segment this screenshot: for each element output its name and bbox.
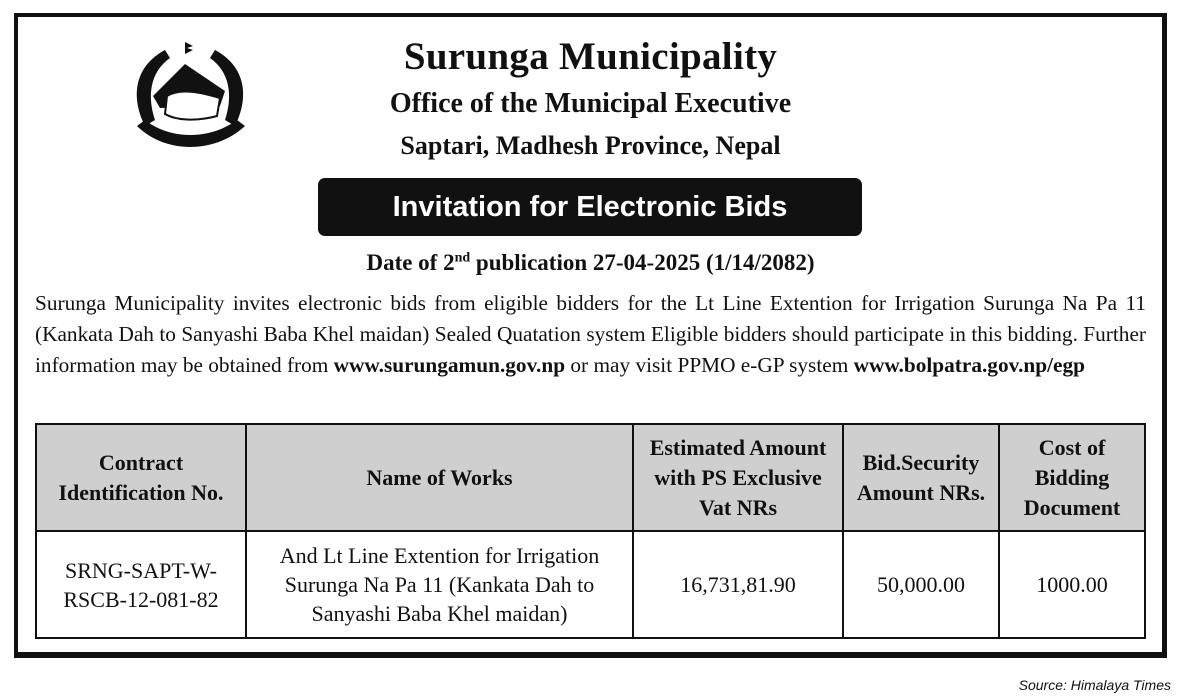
address-subtitle: Saptari, Madhesh Province, Nepal (400, 131, 781, 160)
egp-website-link[interactable]: www.bolpatra.gov.np/egp (853, 353, 1085, 377)
invitation-banner: Invitation for Electronic Bids (318, 178, 862, 236)
header-contract-id: Contract Identification No. (36, 424, 246, 531)
source-caption: Source: Himalaya Times (1018, 677, 1171, 693)
date-prefix: Date of 2 (366, 250, 455, 275)
date-suffix: publication 27-04-2025 (1/14/2082) (470, 250, 815, 275)
header-estimated-amount: Estimated Amount with PS Exclusive Vat NRs (633, 424, 843, 531)
cell-name-of-works: And Lt Line Extention for Irrigation Surunga Na Pa 11 (Kankata Dah to Sanyashi Baba Khel maidan) (246, 531, 633, 638)
bid-table (35, 423, 1146, 639)
publication-date (0, 250, 1181, 276)
paragraph-text-1: Surunga Municipality invites electronic bids from eligible bidders for the Lt Line Extention for Irrigation Surunga Na Pa 11 (Kankata Dah to Sanyashi Baba Khel maidan) Sealed Quatation system Eligible bidders should participate in this bidding. Further information may be obtained from (35, 291, 1146, 377)
header-cost-of-document: Cost of Bidding Document (999, 424, 1145, 531)
cell-estimated-amount: 16,731,81.90 (633, 531, 843, 638)
cell-cost-of-document: 1000.00 (999, 531, 1145, 638)
table-header-row (36, 424, 1145, 531)
cell-bid-security: 50,000.00 (843, 531, 999, 638)
municipality-website-link[interactable]: www.surungamun.gov.np (333, 353, 566, 377)
cell-contract-id: SRNG-SAPT-W-RSCB-12-081-82 (36, 531, 246, 638)
header-bid-security: Bid.Security Amount NRs. (843, 424, 999, 531)
header-name-of-works: Name of Works (246, 424, 633, 531)
office-subtitle: Office of the Municipal Executive (389, 88, 792, 119)
page-title: Surunga Municipality (403, 35, 778, 78)
paragraph-text-2: or may visit PPMO e-GP system (565, 353, 854, 377)
notice-paragraph (35, 288, 1146, 381)
date-superscript: nd (454, 250, 471, 266)
table-row (36, 531, 1145, 638)
